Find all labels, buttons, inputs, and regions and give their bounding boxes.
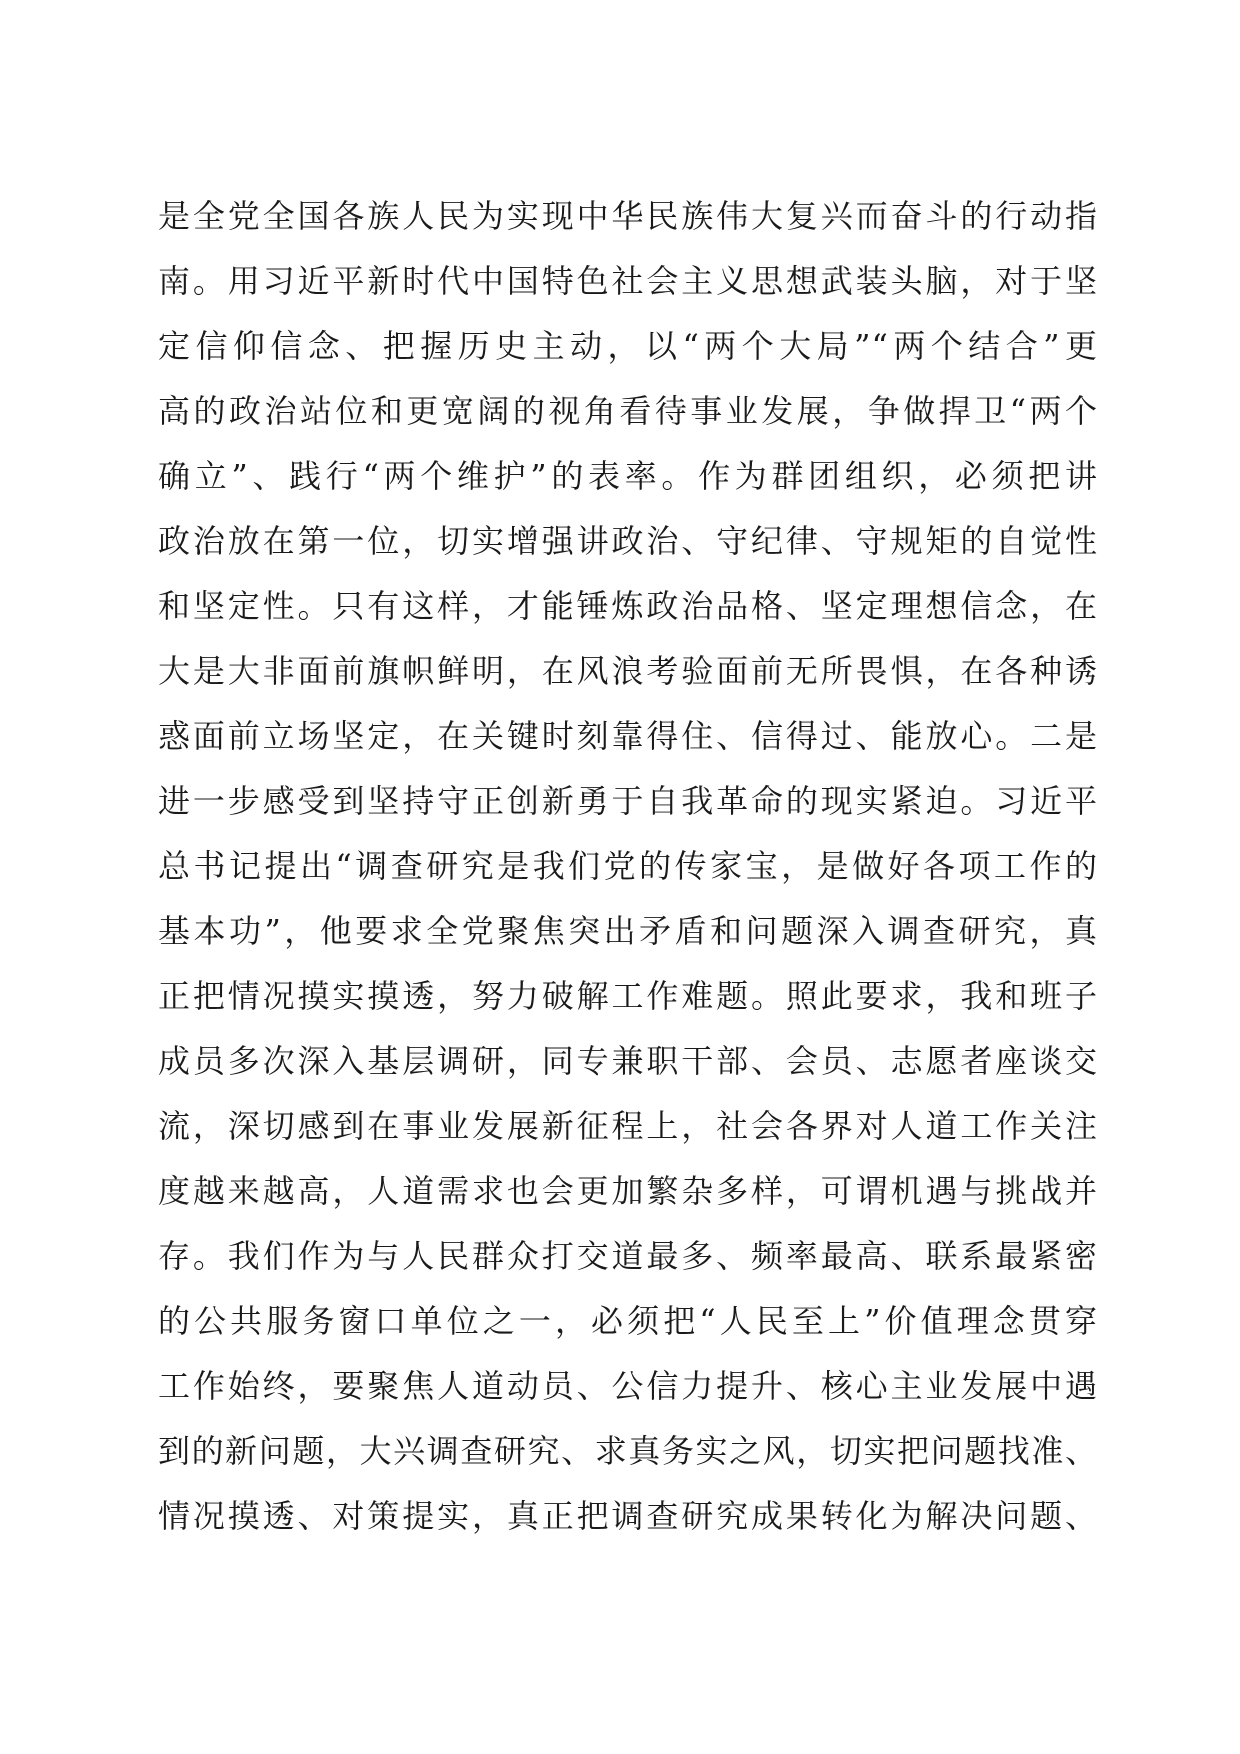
- text-line: 到的新问题，大兴调查研究、求真务实之风，切实把问题找准、: [158, 1432, 1098, 1470]
- text-line: 成员多次深入基层调研，同专兼职干部、会员、志愿者座谈交: [158, 1042, 1098, 1080]
- text-line: 情况摸透、对策提实，真正把调查研究成果转化为解决问题、: [158, 1497, 1098, 1535]
- text-line: 工作始终，要聚焦人道动员、公信力提升、核心主业发展中遇: [158, 1367, 1098, 1405]
- text-line: 正把情况摸实摸透，努力破解工作难题。照此要求，我和班子: [158, 977, 1098, 1015]
- text-line: 存。我们作为与人民群众打交道最多、频率最高、联系最紧密: [158, 1237, 1098, 1275]
- text-line: 流，深切感到在事业发展新征程上，社会各界对人道工作关注: [158, 1107, 1098, 1145]
- text-line: 定信仰信念、把握历史主动，以“两个大局”“两个结合”更: [158, 327, 1098, 365]
- text-line: 基本功”，他要求全党聚焦突出矛盾和问题深入调查研究，真: [158, 912, 1098, 950]
- text-line: 惑面前立场坚定，在关键时刻靠得住、信得过、能放心。二是: [158, 717, 1098, 755]
- text-line: 确立”、践行“两个维护”的表率。作为群团组织，必须把讲: [158, 457, 1098, 495]
- text-line: 进一步感受到坚持守正创新勇于自我革命的现实紧迫。习近平: [158, 782, 1098, 820]
- text-line: 南。用习近平新时代中国特色社会主义思想武装头脑，对于坚: [158, 262, 1098, 300]
- text-line: 的公共服务窗口单位之一，必须把“人民至上”价值理念贯穿: [158, 1302, 1098, 1340]
- text-line: 总书记提出“调查研究是我们党的传家宝，是做好各项工作的: [158, 847, 1098, 885]
- text-line: 度越来越高，人道需求也会更加繁杂多样，可谓机遇与挑战并: [158, 1172, 1098, 1210]
- body-paragraph: [158, 184, 1098, 1549]
- text-line: 政治放在第一位，切实增强讲政治、守纪律、守规矩的自觉性: [158, 522, 1098, 560]
- text-line: 大是大非面前旗帜鲜明，在风浪考验面前无所畏惧，在各种诱: [158, 652, 1098, 690]
- text-line: 和坚定性。只有这样，才能锤炼政治品格、坚定理想信念，在: [158, 587, 1098, 625]
- text-line: 是全党全国各族人民为实现中华民族伟大复兴而奋斗的行动指: [158, 197, 1098, 235]
- text-line: 高的政治站位和更宽阔的视角看待事业发展，争做捍卫“两个: [158, 392, 1098, 430]
